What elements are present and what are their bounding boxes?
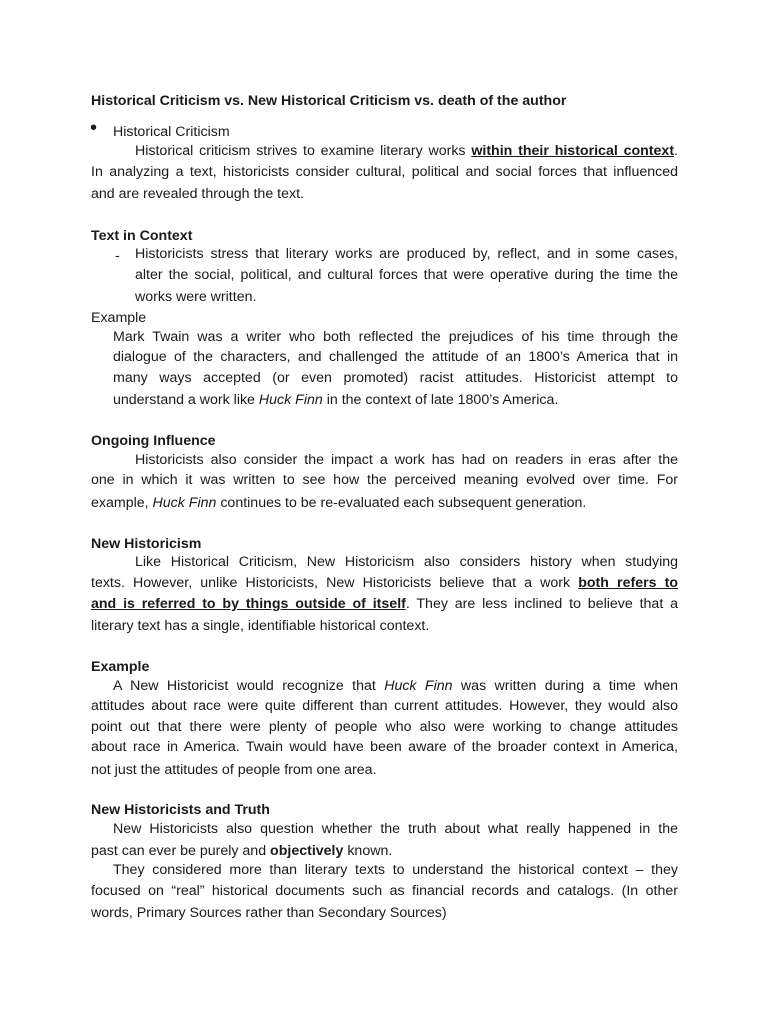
bold-text: objectively bbox=[270, 843, 344, 859]
text-run: known. bbox=[343, 843, 393, 859]
ongoing-influence-line-1: Historicists also consider the impact a work has had on readers in eras after the bbox=[135, 452, 678, 468]
historical-criticism-heading: Historical Criticism bbox=[113, 124, 230, 140]
text-run: . bbox=[674, 143, 678, 159]
italic-title: Huck Finn bbox=[152, 495, 217, 511]
text-run: past can ever be purely and bbox=[91, 843, 271, 859]
twain-example-line-2: dialogue of the characters, and challenged the attitude of an 1800’s America that in bbox=[113, 349, 678, 365]
text-in-context-line-1: Historicists stress that literary works are produced by, reflect, and in some cases, bbox=[135, 246, 678, 262]
text-run: in the context of late 1800’s America. bbox=[322, 392, 559, 408]
example-label: Example bbox=[91, 310, 147, 326]
text-run: understand a work like bbox=[113, 392, 259, 408]
twain-example-line-1: Mark Twain was a writer who both reflected the prejudices of his time through the bbox=[113, 329, 678, 345]
text-in-context-line-2: alter the social, political, and cultural forces that were operative during the time the bbox=[135, 267, 678, 283]
dash-marker: - bbox=[115, 248, 120, 264]
new-historicists-truth-heading: New Historicists and Truth bbox=[91, 802, 270, 818]
twain-example-line-4 bbox=[113, 390, 700, 411]
twain-example-line-3: many ways accepted (or even promoted) racist attitudes. Historicist attempt to bbox=[113, 370, 678, 386]
text-run: was written during a time when bbox=[452, 678, 678, 694]
text-in-context-heading: Text in Context bbox=[91, 228, 193, 244]
new-historicism-heading: New Historicism bbox=[91, 536, 202, 552]
new-historicist-example-line-2: attitudes about race were quite different than current attitudes. However, they would also bbox=[91, 698, 678, 714]
truth-line-5: words, Primary Sources rather than Secondary Sources) bbox=[91, 905, 447, 921]
ongoing-influence-line-2: one in which it was written to see how the perceived meaning evolved over time. For bbox=[91, 472, 678, 488]
text-run: example, bbox=[91, 495, 153, 511]
emphasis-text: and is referred to by things outside of itself bbox=[91, 596, 406, 612]
historical-criticism-line-2: In analyzing a text, historicists consider cultural, political and social forces that influenced bbox=[91, 164, 678, 180]
truth-line-3: They considered more than literary texts to understand the historical context – they bbox=[113, 862, 678, 878]
new-historicism-line-3 bbox=[91, 596, 678, 617]
new-historicist-example-line-1 bbox=[91, 678, 678, 699]
emphasis-text: both refers to bbox=[578, 575, 678, 591]
new-historicist-example-line-5: not just the attitudes of people from one area. bbox=[91, 762, 377, 778]
bullet-icon: • bbox=[90, 117, 98, 139]
ongoing-influence-line-3 bbox=[91, 493, 678, 514]
truth-line-1: New Historicists also question whether the truth about what really happened in the bbox=[113, 821, 678, 837]
text-run: continues to be re-evaluated each subsequent generation. bbox=[216, 495, 587, 511]
example-heading: Example bbox=[91, 659, 150, 675]
emphasis-text: within their historical context bbox=[471, 143, 675, 159]
text-in-context-line-3: works were written. bbox=[135, 289, 257, 305]
italic-title: Huck Finn bbox=[258, 392, 323, 408]
ongoing-influence-heading: Ongoing Influence bbox=[91, 433, 216, 449]
new-historicist-example-line-3: point out that there were plenty of people who also were working to change attitudes bbox=[91, 719, 678, 735]
historical-criticism-line-1 bbox=[91, 143, 678, 164]
new-historicism-line-2 bbox=[91, 575, 678, 596]
new-historicism-line-4: literary text has a single, identifiable historical context. bbox=[91, 618, 430, 634]
text-run: texts. However, unlike Historicists, New Historicists believe that a work bbox=[91, 575, 579, 591]
historical-criticism-line-3: and are revealed through the text. bbox=[91, 186, 304, 202]
page-title: Historical Criticism vs. New Historical Criticism vs. death of the author bbox=[91, 93, 567, 109]
truth-line-2 bbox=[91, 841, 678, 862]
text-run: Historical criticism strives to examine literary works bbox=[135, 143, 472, 159]
text-run: A New Historicist would recognize that bbox=[113, 678, 385, 694]
new-historicist-example-line-4: about race in America. Twain would have been aware of the broader context in America, bbox=[91, 739, 678, 755]
italic-title: Huck Finn bbox=[384, 678, 453, 694]
new-historicism-line-1: Like Historical Criticism, New Historicism also considers history when studying bbox=[135, 554, 678, 570]
truth-line-4: focused on “real” historical documents such as financial records and catalogs. (In other bbox=[91, 883, 678, 899]
text-run: . They are less inclined to believe that a bbox=[405, 596, 678, 612]
